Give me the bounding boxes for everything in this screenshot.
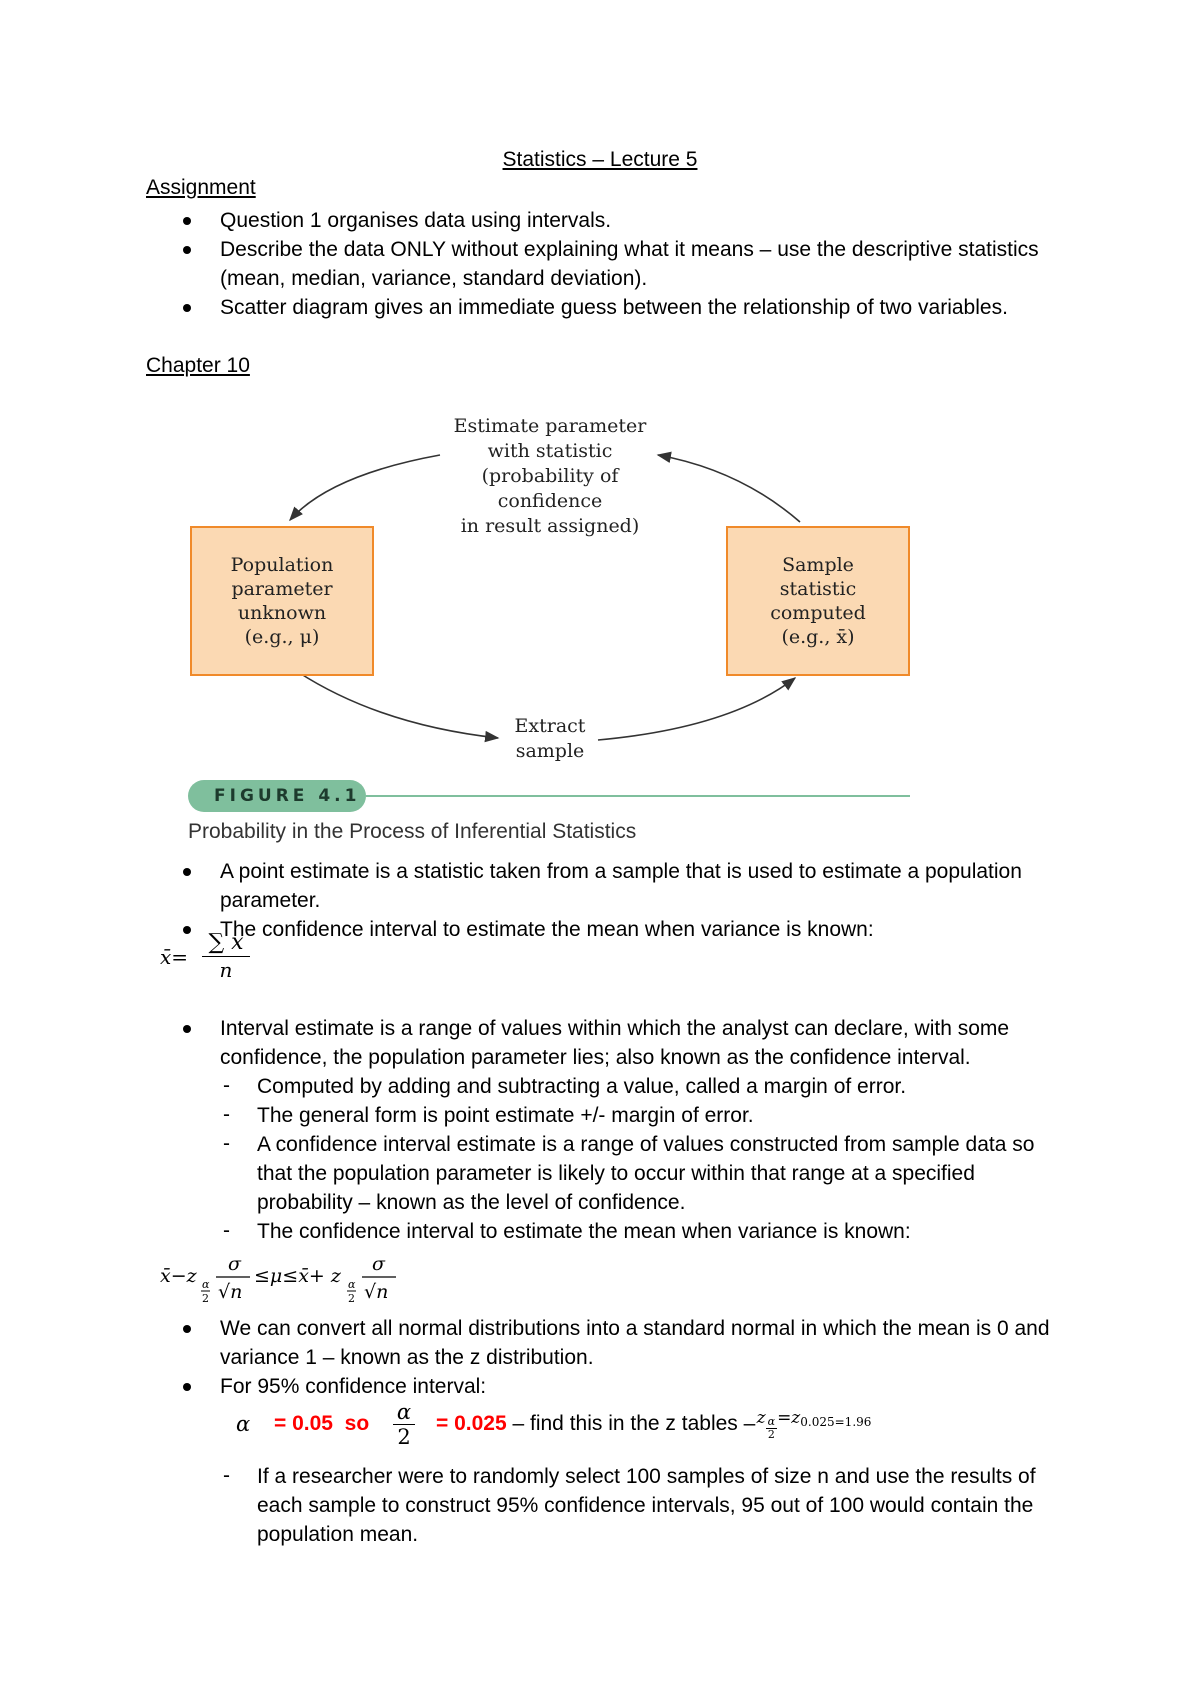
figure-arrows	[0, 0, 1200, 800]
alpha-value: = 0.05 so	[274, 1412, 370, 1435]
box-line: unknown	[237, 602, 327, 624]
arrow-to-population	[290, 455, 440, 520]
box-line: Population	[230, 554, 334, 576]
svg-text:σ: σ	[372, 1253, 385, 1275]
dash-group	[146, 1072, 1066, 1246]
dash-item: - The general form is point estimate +/- margin of error.	[220, 1101, 1066, 1130]
alpha-symbol: α	[236, 1412, 251, 1436]
box-line: computed	[770, 602, 866, 624]
figure-bottom-label	[500, 714, 600, 764]
list-item: A point estimate is a statistic taken from a sample that is used to estimate a population parameter.	[146, 857, 1066, 915]
dash-list	[220, 1072, 1066, 1246]
alpha-instruction: – find this in the z tables –	[506, 1412, 756, 1435]
svg-text:α: α	[348, 1278, 356, 1291]
svg-text:α: α	[202, 1278, 210, 1291]
page-title: Statistics – Lecture 5	[502, 148, 698, 171]
svg-text:√n: √n	[364, 1281, 389, 1303]
svg-text:√n: √n	[218, 1281, 243, 1303]
svg-text:x̄−z: x̄−z	[160, 1265, 197, 1287]
mean-fraction	[202, 930, 250, 983]
subscript-denominator: 2	[767, 1427, 775, 1441]
z-rhs-subscript: 0.025	[800, 1414, 835, 1429]
box-line: Sample	[782, 554, 854, 576]
alpha-half-value: = 0.025	[436, 1412, 507, 1435]
fraction-numerator: ∑ x	[202, 930, 250, 957]
label-line: Extract	[514, 715, 586, 737]
population-box	[190, 526, 374, 676]
svg-text:2: 2	[348, 1292, 355, 1305]
label-line: with statistic	[487, 440, 613, 462]
z-equals: =z	[777, 1407, 801, 1428]
box-line: statistic	[779, 578, 857, 600]
box-line: parameter	[231, 578, 333, 600]
notes-list-4	[146, 1462, 1066, 1549]
alpha-half-fraction	[384, 1400, 424, 1449]
list-item: Interval estimate is a range of values within which the analyst can declare, with some confidence, the population parameter lies; also known as the confidence interval.	[146, 1014, 1066, 1072]
notes-list-2	[146, 1014, 1066, 1246]
notes-list-1	[146, 857, 1066, 944]
fraction-denominator: n	[219, 958, 233, 982]
list-item: The confidence interval to estimate the mean when variance is known:	[146, 915, 1066, 944]
arrow-to-sample	[598, 678, 795, 740]
sample-box	[726, 526, 910, 676]
dash-list	[220, 1462, 1066, 1549]
figure-top-label	[430, 414, 670, 539]
dash-item: - If a researcher were to randomly select 100 samples of size n and use the results of each sample to construct 95% confidence intervals, 95 out of 100 would contain the population mean.	[220, 1462, 1066, 1549]
list-item: Scatter diagram gives an immediate guess between the relationship of two variables.	[146, 293, 1066, 322]
label-line: (probability of confidence	[481, 465, 619, 512]
z-symbol: z	[756, 1407, 766, 1428]
subscript-numerator: α	[767, 1414, 776, 1428]
mean-formula	[160, 945, 188, 969]
fraction-denominator: 2	[397, 1424, 411, 1449]
ci-formula	[158, 1250, 418, 1310]
list-item: Describe the data ONLY without explaining what it means – use the descriptive statistics (mean, median, variance, standard deviation).	[146, 235, 1066, 293]
dash-item: - A confidence interval estimate is a range of values constructed from sample data so that the population parameter is likely to occur within that range at a specified probability – known as the level of confidence.	[220, 1130, 1066, 1217]
assignment-heading: Assignment	[146, 176, 256, 199]
dash-group	[146, 1462, 1066, 1549]
z-value: =1.96	[834, 1414, 872, 1429]
arrow-from-sample	[658, 455, 800, 522]
z-critical-expression	[757, 1408, 872, 1441]
figure-tag: FIGURE 4.1	[188, 780, 366, 812]
chapter-heading: Chapter 10	[146, 354, 250, 377]
z-subscript	[766, 1416, 777, 1441]
label-line: in result assigned)	[460, 515, 640, 537]
box-line: (e.g., μ)	[244, 626, 320, 648]
label-line: sample	[515, 740, 585, 762]
notes-list-3	[146, 1314, 1066, 1401]
svg-text:σ: σ	[228, 1253, 241, 1275]
list-item: Question 1 organises data using intervals.	[146, 206, 1066, 235]
svg-text:≤μ≤x̄+ z: ≤μ≤x̄+ z	[254, 1265, 341, 1287]
fraction-numerator: α	[393, 1400, 415, 1425]
label-line: Estimate parameter	[453, 415, 647, 437]
list-item: For 95% confidence interval:	[146, 1372, 1066, 1401]
list-item: We can convert all normal distributions into a standard normal in which the mean is 0 and variance 1 – known as the z distribution.	[146, 1314, 1066, 1372]
svg-text:2: 2	[202, 1292, 209, 1305]
figure-caption: Probability in the Process of Inferential Statistics	[188, 820, 637, 843]
alpha-line	[236, 1396, 871, 1452]
dash-item: - Computed by adding and subtracting a value, called a margin of error.	[220, 1072, 1066, 1101]
figure-rule	[366, 795, 910, 797]
box-line: (e.g., x̄)	[781, 626, 855, 648]
arrow-to-extract	[298, 672, 498, 738]
dash-item: - The confidence interval to estimate the mean when variance is known:	[220, 1217, 1066, 1246]
formula-lhs: x̄=	[160, 945, 189, 969]
